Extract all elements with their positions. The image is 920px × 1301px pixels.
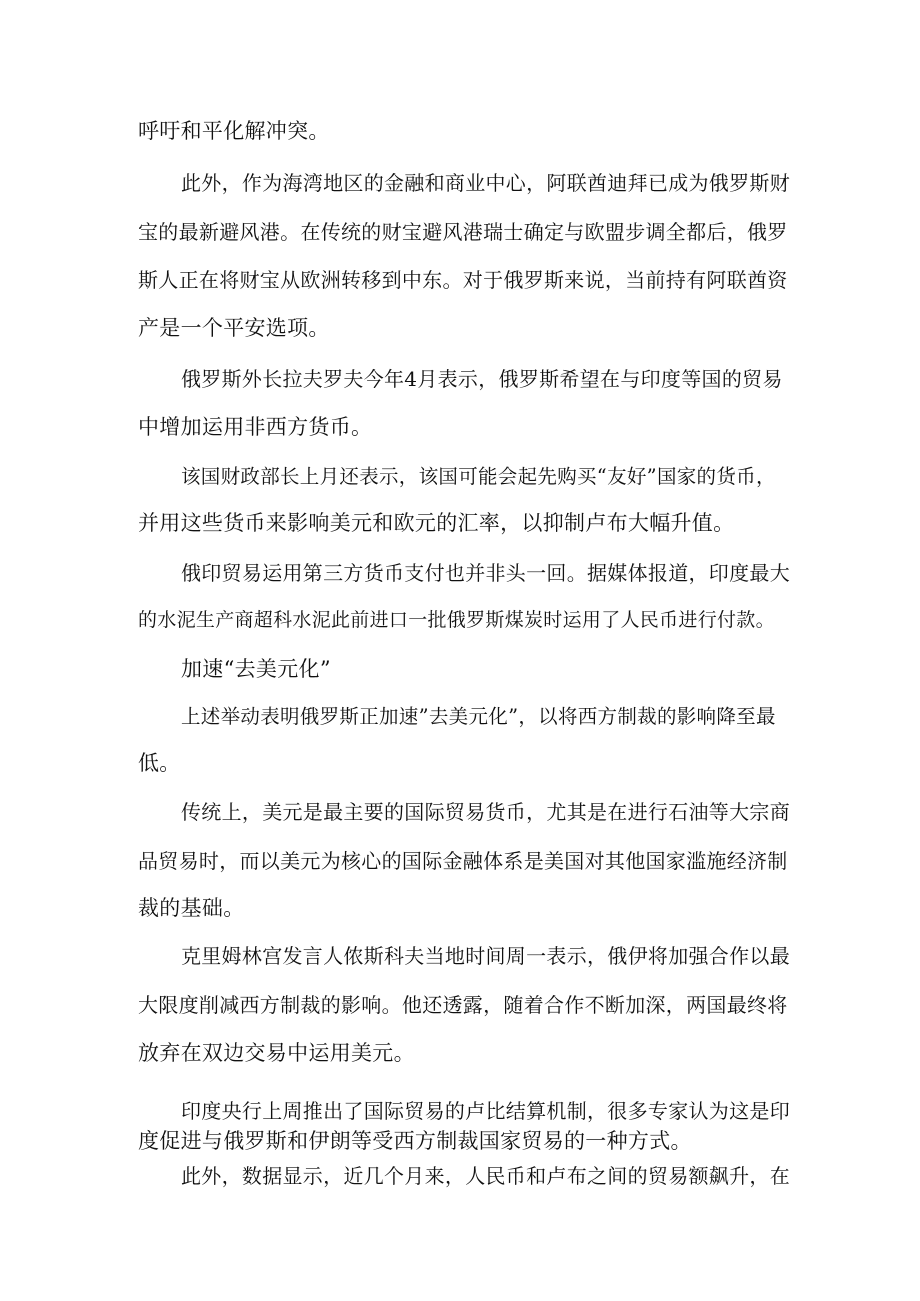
text-line: 该国财政部长上月还表示，该国可能会起先购买“友好”国家的货币， — [181, 465, 776, 488]
text-line: 宝的最新避风港。在传统的财宝避风港瑞士确定与欧盟步调全都后，俄罗 — [138, 220, 788, 244]
text-line: 克里姆林宫发言人侬斯科夫当地时间周一表示，俄伊将加强合作以最 — [181, 944, 790, 968]
text-line: 低。 — [138, 751, 181, 775]
text-line: 传统上，美元是最主要的国际贸易货币，尤其是在进行石油等大宗商 — [181, 800, 790, 824]
text-line: 此外，作为海湾地区的金融和商业中心，阿联酋迪拜已成为俄罗斯财 — [181, 171, 790, 195]
text-line: 中增加运用非西方货币。 — [138, 415, 373, 439]
text-line: 印度央行上周推出了国际贸易的卢比结算机制，很多专家认为这是印 — [181, 1099, 790, 1123]
text-line: 此外，数据显示，近几个月来，人民币和卢布之间的贸易额飙升，在 — [181, 1164, 790, 1188]
text-line: 放弃在双边交易中运用美元。 — [138, 1041, 415, 1065]
text-line: 度促进与俄罗斯和伊朗等受西方制裁国家贸易的一种方式。 — [138, 1129, 692, 1153]
text-line: 俄罗斯外长拉夫罗夫今年4月表示，俄罗斯希望在与印度等国的贸易 — [181, 367, 783, 391]
text-line: 产是一个平安选项。 — [138, 316, 330, 340]
section-heading: 加速“去美元化” — [181, 657, 331, 681]
text-line: 并用这些货币来影响美元和欧元的汇率，以抑制卢布大幅升值。 — [138, 511, 735, 535]
text-line: 呼吁和平化解冲突。 — [138, 119, 330, 143]
text-line: 斯人正在将财宝从欧洲转移到中东。对于俄罗斯来说，当前持有阿联酋资 — [138, 268, 788, 292]
text-line: 品贸易时，而以美元为核心的国际金融体系是美国对其他国家滥施经济制 — [138, 849, 788, 873]
text-line: 裁的基础。 — [138, 896, 245, 920]
text-line: 上述举动表明俄罗斯正加速”去美元化”，以将西方制裁的影响降至最 — [181, 705, 776, 728]
text-line: 大限度削减西方制裁的影响。他还透露，随着合作不断加深，两国最终将 — [138, 993, 788, 1017]
text-line: 的水泥生产商超科水泥此前进口一批俄罗斯煤炭时运用了人民币进行付款。 — [138, 609, 775, 631]
text-line: 俄印贸易运用第三方货币支付也并非头一回。据媒体报道，印度最大 — [181, 561, 790, 585]
